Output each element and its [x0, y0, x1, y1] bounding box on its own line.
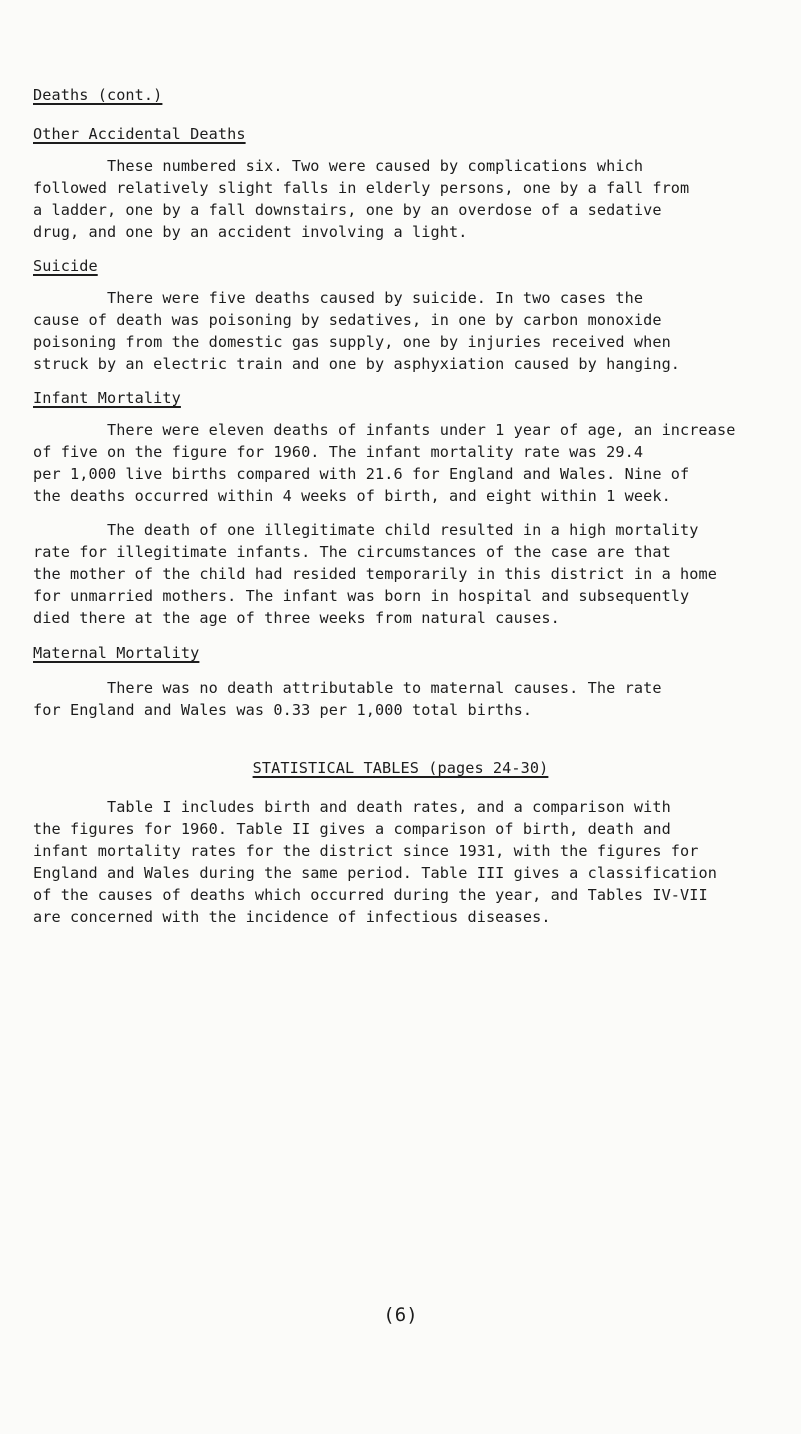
section-heading-infant-mortality: Infant Mortality: [33, 389, 181, 407]
text-line: There were five deaths caused by suicide. In two cases the: [33, 289, 644, 307]
paragraph-infant-mortality-2: [33, 519, 717, 629]
text-line: the mother of the child had resided temporarily in this district in a home: [33, 565, 718, 583]
paragraph-statistical-tables: [33, 796, 717, 928]
section-heading-maternal-mortality: Maternal Mortality: [33, 644, 200, 662]
page-number: (6): [383, 1304, 418, 1326]
text-line: the figures for 1960. Table II gives a comparison of birth, death and: [33, 820, 671, 838]
section-heading-suicide: Suicide: [33, 257, 98, 275]
text-line: poisoning from the domestic gas supply, one by injuries received when: [33, 333, 671, 351]
text-line: for England and Wales was 0.33 per 1,000 total births.: [33, 701, 533, 719]
text-line: These numbered six. Two were caused by complications which: [33, 157, 644, 175]
text-line: of the causes of deaths which occurred during the year, and Tables IV-VII: [33, 886, 708, 904]
text-line: drug, and one by an accident involving a light.: [33, 223, 468, 241]
text-line: cause of death was poisoning by sedatives, in one by carbon monoxide: [33, 311, 662, 329]
text-line: rate for illegitimate infants. The circumstances of the case are that: [33, 543, 671, 561]
paragraph-suicide: [33, 287, 680, 375]
text-line: for unmarried mothers. The infant was born in hospital and subsequently: [33, 587, 690, 605]
text-line: followed relatively slight falls in elderly persons, one by a fall from: [33, 179, 690, 197]
text-line: The death of one illegitimate child resulted in a high mortality: [33, 521, 699, 539]
section-heading-statistical-tables: STATISTICAL TABLES (pages 24-30): [252, 759, 549, 777]
text-line: the deaths occurred within 4 weeks of birth, and eight within 1 week.: [33, 487, 671, 505]
paragraph-infant-mortality-1: [33, 419, 736, 507]
text-line: struck by an electric train and one by asphyxiation caused by hanging.: [33, 355, 681, 373]
section-heading-other-accidental: Other Accidental Deaths: [33, 125, 246, 143]
text-line: are concerned with the incidence of infectious diseases.: [33, 908, 551, 926]
text-line: a ladder, one by a fall downstairs, one by an overdose of a sedative: [33, 201, 662, 219]
text-line: Table I includes birth and death rates, and a comparison with: [33, 798, 671, 816]
text-line: There was no death attributable to maternal causes. The rate: [33, 679, 662, 697]
text-line: per 1,000 live births compared with 21.6 for England and Wales. Nine of: [33, 465, 690, 483]
text-line: infant mortality rates for the district since 1931, with the figures for: [33, 842, 699, 860]
paragraph-other-accidental: [33, 155, 689, 243]
text-line: There were eleven deaths of infants under 1 year of age, an increase: [33, 421, 736, 439]
text-line: England and Wales during the same period. Table III gives a classification: [33, 864, 718, 882]
page-heading: Deaths (cont.): [33, 86, 163, 104]
paragraph-maternal-mortality: [33, 677, 662, 721]
text-line: of five on the figure for 1960. The infant mortality rate was 29.4: [33, 443, 644, 461]
text-line: died there at the age of three weeks from natural causes.: [33, 609, 560, 627]
